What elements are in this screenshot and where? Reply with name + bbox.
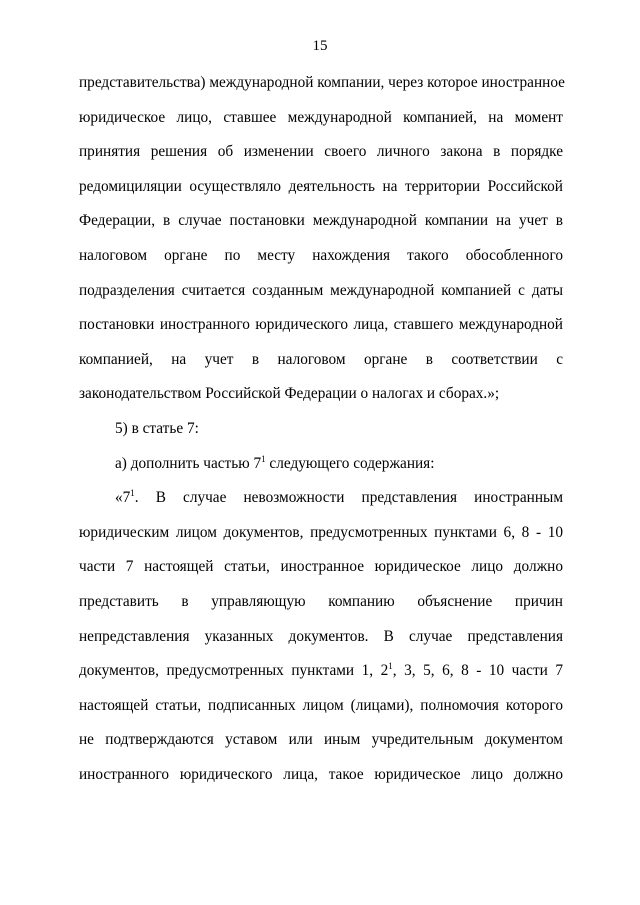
text-line: иностранного юридического лица, такое юридическое лицо должно [79,765,563,783]
text-line: постановки иностранного юридического лица, ставшего международной [79,316,563,334]
text-fragment: «7 [115,489,131,507]
text-line: Федерации, в случае постановки международной компании на учет в [79,212,563,230]
item-5-heading: 5) в статье 7: [115,419,199,437]
text-fragment: , 3, 5, 6, 8 - 10 части 7 [392,662,563,680]
text-fragment: следующего содержания: [265,454,435,472]
text-line: юридическим лицом документов, предусмотренных пунктами 6, 8 - 10 [79,523,563,541]
text-line: юридическое лицо, ставшее международной компанией, на момент [79,108,563,126]
text-line-paragraph-end: законодательством Российской Федерации о налогах и сборах.»; [79,385,500,403]
text-line [79,654,563,689]
text-line: не подтверждаются уставом или иным учредительным документом [79,731,563,749]
text-fragment: а) дополнить частью 7 [115,454,262,472]
text-line: налоговом органе по месту нахождения такого обособленного [79,246,563,264]
text-fragment: . В случае невозможности представления иностранным [134,489,563,507]
text-line: компанией, на учет в налоговом органе в соответствии с [79,350,563,368]
part-7-1-first-line [79,481,563,516]
superscript: 1 [388,661,393,672]
text-line: настоящей статьи, подписанных лицом (лицами), полномочия которого [79,696,563,714]
text-line: представить в управляющую компанию объяснение причин [79,592,563,610]
text-line: представительства) международной компании, через которое иностранное [79,74,565,91]
text-line: принятия решения об изменении своего личного закона в порядке [79,143,563,161]
text-line: части 7 настоящей статьи, иностранное юридическое лицо должно [79,558,563,576]
text-line: редомициляции осуществляло деятельность на территории Российской [79,177,563,195]
document-body [79,66,563,792]
text-fragment: документов, предусмотренных пунктами 1, 2 [79,662,389,680]
page-number: 15 [312,38,328,54]
superscript: 1 [261,453,266,464]
subitem-a-heading [79,447,563,482]
superscript: 1 [130,488,135,499]
text-line: подразделения считается созданным международной компанией с даты [79,281,563,299]
text-line: непредставления указанных документов. В случае представления [79,627,563,645]
